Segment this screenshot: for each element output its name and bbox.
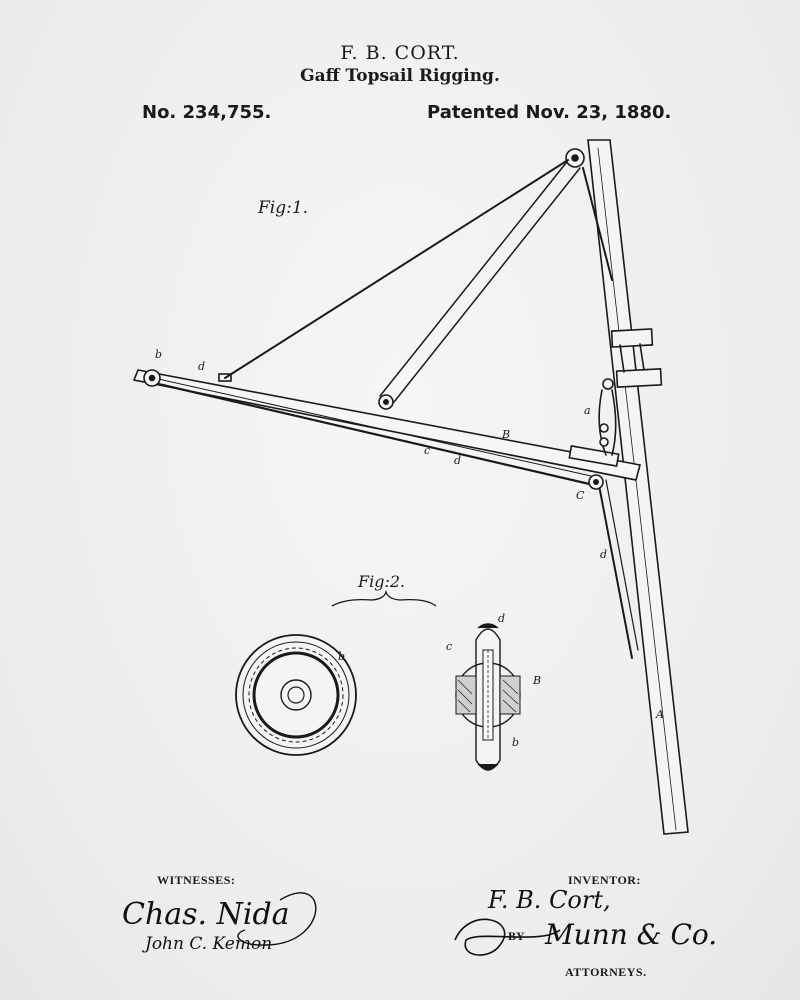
ref-letter-a: a — [584, 404, 591, 417]
fig2-ref-d: d — [498, 612, 506, 625]
fig2-label: Fig:2. — [358, 572, 406, 591]
ref-letter-A: A — [656, 708, 664, 721]
inventor-signature: F. B. Cort, — [488, 886, 611, 914]
witness-signature-1: Chas. Nida — [122, 897, 290, 932]
inventor-name: F. B. CORT. — [340, 42, 460, 64]
ref-letter-d: d — [198, 360, 206, 373]
fig2-ref-c: c — [446, 640, 453, 653]
attorneys-label: ATTORNEYS. — [565, 965, 647, 979]
witnesses-label: WITNESSES: — [157, 873, 236, 887]
inventor-label: INVENTOR: — [568, 873, 641, 887]
patent-date: Patented Nov. 23, 1880. — [427, 102, 672, 123]
downhaul-line — [598, 480, 632, 658]
patent-number: No. 234,755. — [142, 102, 272, 123]
peak-stay — [225, 160, 568, 378]
fig2-ref-b: b — [338, 650, 346, 663]
fig1-label: Fig:1. — [258, 198, 309, 218]
ref-letter-d3: d — [600, 548, 608, 561]
witness-signature-2: John C. Kemon — [145, 934, 273, 954]
attorney-signature: Munn & Co. — [545, 918, 718, 951]
ref-letter-d2: d — [454, 454, 462, 467]
fig2-ref-B: B — [533, 674, 542, 687]
ref-letter-c: c — [424, 444, 431, 457]
ref-letter-B: B — [502, 428, 511, 441]
ref-letter-b: b — [155, 348, 163, 361]
fig2-ref-b2: b — [512, 736, 520, 749]
fig2-brace — [332, 592, 436, 606]
ref-letter-C: C — [576, 489, 585, 502]
patent-title: Gaff Topsail Rigging. — [300, 66, 500, 86]
by-label: BY — [508, 929, 525, 943]
sheave-section-view — [456, 624, 520, 770]
